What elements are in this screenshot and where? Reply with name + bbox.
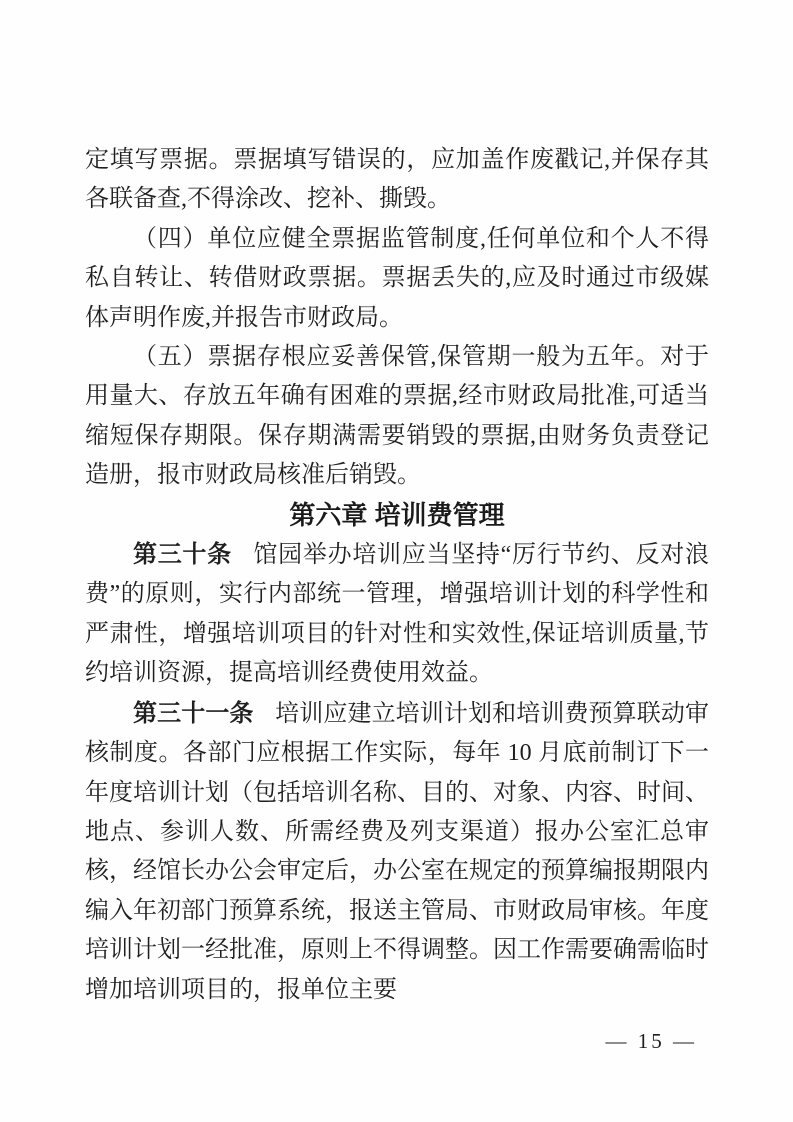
paragraph-ticket-filling xyxy=(85,141,709,220)
chapter-heading: 第六章 培训费管理 xyxy=(289,499,505,530)
paragraph-item-4-supervision xyxy=(85,220,709,338)
paragraph-item-5-storage xyxy=(85,338,709,496)
paragraph-article-30 xyxy=(85,535,709,694)
article-number-label: 第三十条 xyxy=(133,541,232,569)
paragraph-text: 馆园举办培训应当坚持“厉行节约、反对浪费”的原则，实行内部统一管理，增强培训计划的科学性和严肃性，增强培训项目的针对性和实效性,保证培训质量,节约培训资源，提高培训经费使用效益。 xyxy=(85,542,710,687)
paragraph-text: 培训应建立培训计划和培训费预算联动审核制度。各部门应根据工作实际，每年 10 月底前制订下一年度培训计划（包括培训名称、目的、对象、内容、时间、地点、参训人数、所需经费及列支渠道）报办公室汇总审核，经馆长办公会审定后，办公室在规定的预算编报期限内编入年初部门预算系统，报送主管局、市财政局审核。年度培训计划一经批准，原则上不得调整。因工作需要确需临时增加培训项目的，报单位主要 xyxy=(85,700,709,1003)
document-body xyxy=(85,141,709,1010)
paragraph-text: （五）票据存根应妥善保管,保管期一般为五年。对于用量大、存放五年确有困难的票据,经市财政局批准,可适当缩短保存期限。保存期满需要销毁的票据,由财务负责登记造册，报市财政局核准后销毁。 xyxy=(85,344,709,489)
article-number-label: 第三十一条 xyxy=(133,699,254,727)
paragraph-text: 定填写票据。票据填写错误的，应加盖作废戳记,并保存其各联备查,不得涂改、挖补、撕毁。 xyxy=(85,147,709,213)
paragraph-article-31 xyxy=(85,694,709,1010)
paragraph-text: （四）单位应健全票据监管制度,任何单位和个人不得私自转让、转借财政票据。票据丢失的,应及时通过市级媒体声明作废,并报告市财政局。 xyxy=(85,225,709,331)
page-number: — 15 — xyxy=(605,1029,697,1053)
